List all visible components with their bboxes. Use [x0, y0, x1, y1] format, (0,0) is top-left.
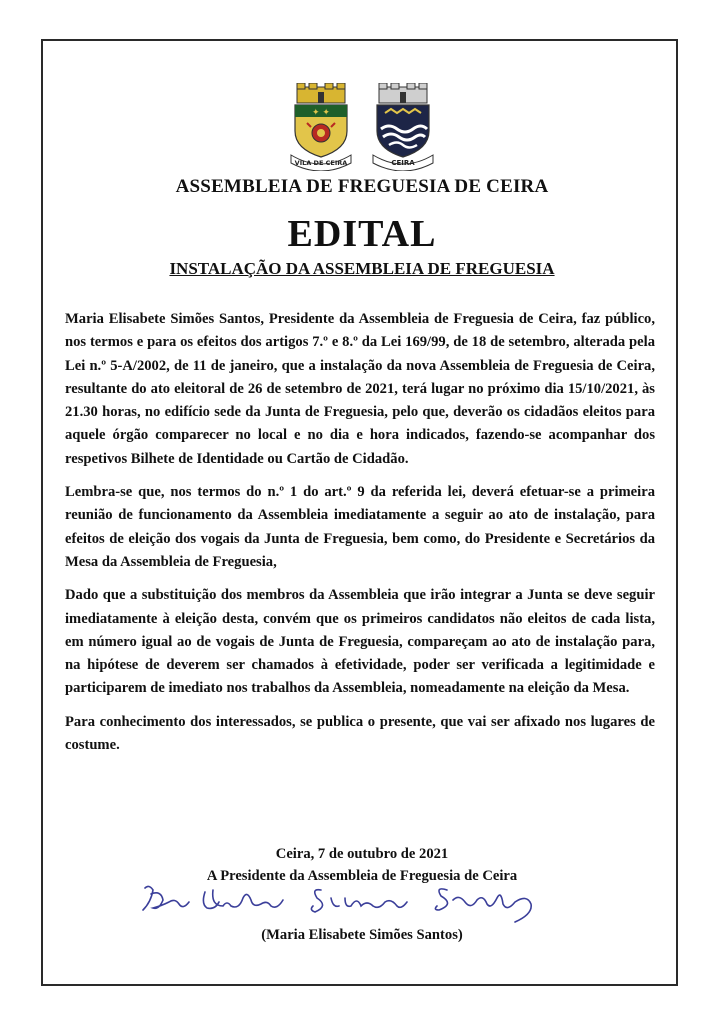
paragraph: Dado que a substituição dos membros da Assembleia que irão integrar a Junta se deve seguir imediatamente à eleição desta, convém que os primeiros candidatos não eleitos de cada lista, em número igual ao de vogais de Junta de Freguesia, compareçam ao ato de instalação para, na hipótese de deverem ser chamados à efetividade, poder ser verificada a legitimidade e participarem de imediato nos trabalhos da Assembleia, nomeadamente na eleição da Mesa.: [65, 587, 655, 697]
signer-role: A Presidente da Assembleia de Freguesia de Ceira: [206, 868, 518, 884]
crests-row: [0, 83, 724, 171]
organization-title: ASSEMBLEIA DE FREGUESIA DE CEIRA: [175, 176, 549, 197]
crest-vila-de-ceira: [289, 83, 353, 171]
paragraph: Para conhecimento dos interessados, se publica o presente, que vai ser afixado nos lugares de costume.: [65, 713, 655, 754]
crest-ceira: [371, 83, 435, 171]
crest-left-motto: VILA DE CEIRA: [294, 159, 348, 167]
document-subject: INSTALAÇÃO DA ASSEMBLEIA DE FREGUESIA: [169, 259, 555, 278]
notice-body: [65, 308, 655, 767]
svg-text:✦ ✦: ✦ ✦: [312, 108, 330, 118]
handwritten-signature: [135, 880, 575, 930]
paragraph: Maria Elisabete Simões Santos, Presidente da Assembleia de Freguesia de Ceira, faz público, nos termos e para os efeitos dos artigos 7.º e 8.º da Lei 169/99, de 18 de setembro, alterada pela Lei n.º 5-A/2002, de 11 de janeiro, que a instalação da nova Assembleia de Freguesia de Ceira, resultante do ato eleitoral de 26 de setembro de 2021, terá lugar no próximo dia 15/10/2021, às 21.30 horas, no edifício sede da Junta de Freguesia, pelo que, deverão os cidadãos eleitos para aquele órgão comparecer no local e no dia e hora indicados, fazendo-se acompanhar dos respetivos Bilhete de Identidade ou Cartão de Cidadão.: [65, 311, 655, 467]
document-type-heading: EDITAL: [287, 213, 437, 255]
place-and-date: Ceira, 7 de outubro de 2021: [275, 846, 449, 862]
crest-right-motto: CEIRA: [391, 159, 415, 167]
signer-name: (Maria Elisabete Simões Santos): [261, 927, 463, 943]
paragraph: Lembra-se que, nos termos do n.º 1 do art.º 9 da referida lei, deverá efetuar-se a primeira reunião de funcionamento da Assembleia imediatamente a seguir ao ato de instalação, para efeitos de eleição dos vogais da Junta de Freguesia, bem como, do Presidente e Secretários da Mesa da Assembleia de Freguesia,: [65, 484, 655, 570]
